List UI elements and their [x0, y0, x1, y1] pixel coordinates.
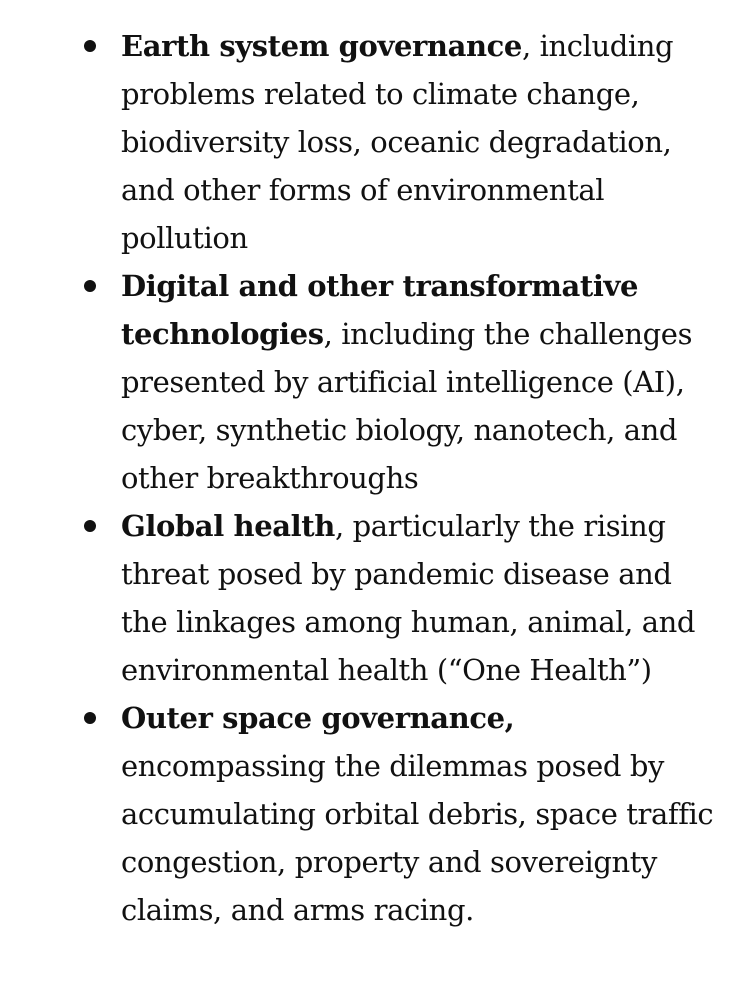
- list-item-body: encompassing the dilemmas posed by accumulating orbital debris, space traffic congestion, property and sovereignty claims, and arms racing.: [121, 749, 714, 927]
- list-item: [0, 502, 749, 694]
- list-item-body: , including the challenges presented by artificial intelligence (AI), cyber, synthetic biology, nanotech, and other breakthroughs: [121, 317, 693, 495]
- list-item-text: [121, 694, 719, 934]
- bullet-icon: [84, 520, 96, 532]
- list-item: [0, 262, 749, 502]
- list-item-text: [121, 262, 719, 502]
- list-item-text: [121, 502, 719, 694]
- list-item: [0, 22, 749, 262]
- list-item-heading: Digital and other transformative technologies: [121, 269, 639, 351]
- bullet-icon: [84, 40, 96, 52]
- list-item-heading: Outer space governance,: [121, 701, 515, 735]
- bullet-icon: [84, 712, 96, 724]
- list-item-heading: Global health: [121, 509, 335, 543]
- list-item-heading: Earth system governance: [121, 29, 522, 63]
- bullet-list: [0, 22, 749, 934]
- list-item-text: [121, 22, 719, 262]
- list-item: [0, 694, 749, 934]
- list-item-body: , particularly the rising threat posed by pandemic disease and the linkages among human, animal, and environmental health (“One Health”): [121, 509, 696, 687]
- bullet-icon: [84, 280, 96, 292]
- list-item-body: , including problems related to climate change, biodiversity loss, oceanic degradation, and other forms of environmental pollution: [121, 29, 674, 255]
